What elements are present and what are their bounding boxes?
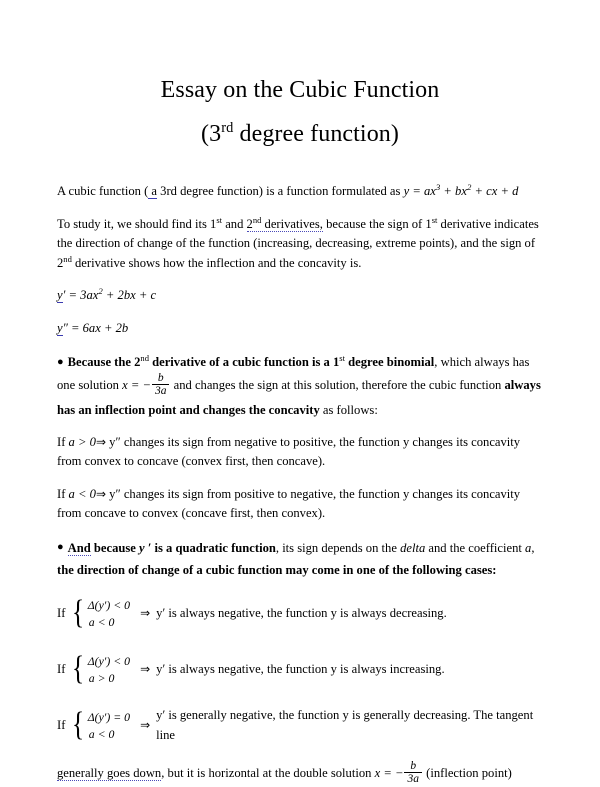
sc1-brace-icon: { (72, 593, 85, 631)
title-line-2-suffix: degree function) (233, 121, 399, 147)
b1-regular-3: as follows: (319, 402, 378, 417)
p2-text-1: To study it, we should find its 1 (57, 216, 217, 231)
title-line-2-prefix: (3 (200, 121, 222, 147)
closing-text-2: (inflection point) (422, 765, 512, 780)
p2-text-3: because the sign of 1 (322, 216, 432, 231)
b1-regular-2: and changes the sign at this solution, therefore the cubic function (170, 377, 505, 392)
first-derivative-rhs-pre: = 3ax (65, 288, 99, 302)
sc3-condition-1: Δ(y′) = 0 (87, 709, 131, 724)
b2-regular-3: , (531, 540, 535, 555)
b1-bold-3: degree binomial (344, 355, 435, 369)
first-derivative-prime: ′ (62, 288, 66, 302)
closing-text-1: , but it is horizontal at the double solution (161, 765, 375, 780)
b2-bold-2: is a quadratic function (151, 540, 276, 555)
b1-bold-4: always has an inflection point and changes the concavity (57, 377, 541, 417)
formula-tail: + cx + d (471, 184, 519, 198)
sc3-if: If (57, 718, 66, 733)
sc2-condition-2: a > 0 (88, 670, 115, 685)
cc1-implies-arrow: ⇒ (95, 434, 106, 449)
sc2-brace-icon: { (72, 649, 85, 687)
cubic-formula (403, 181, 519, 198)
paragraph-derivatives-intro (57, 215, 543, 274)
cc2-if: If (57, 486, 69, 501)
b1-ordinal-1st: st (339, 352, 345, 363)
p2-ordinal-1st-b: st (431, 214, 438, 225)
bullet-dot-icon-2: ● (57, 541, 64, 554)
p2-text-2: and (222, 216, 247, 231)
sc1-text: y′ is always negative, the function y is always decreasing. (156, 606, 447, 621)
formula-y-eq: y = (403, 184, 424, 198)
closing-fraction-numerator: b (410, 759, 417, 772)
formula-ax: ax (423, 184, 436, 198)
sc2-conditions (88, 653, 130, 687)
cc2-text: y″ changes its sign from positive to negative, the function y changes its concavity from concave to convex (concave first, then convex). (57, 486, 521, 521)
formula-exponent-3: 3 (435, 181, 441, 192)
p2-flag-tail: derivatives, (261, 216, 323, 231)
formula-exponent-2: 2 (466, 181, 472, 192)
equation-second-derivative (57, 319, 543, 339)
sc2-implies-arrow: ⇒ (140, 662, 151, 677)
sc3-brace-icon: { (72, 705, 85, 743)
p1-text-1: A cubic function ( (57, 184, 149, 198)
formula-plus-bx: + bx (440, 184, 467, 198)
sc1-condition-1: Δ(y′) < 0 (87, 597, 131, 612)
cc1-text: y″ changes its sign from negative to positive, the function y changes its concavity from convex to concave (convex first, then concave). (57, 434, 521, 469)
paragraph-definition (57, 182, 543, 202)
b2-italic-delta: delta (400, 540, 426, 555)
title-ordinal-sup: rd (221, 120, 234, 136)
b2-regular-1: , its sign depends on the (275, 540, 401, 555)
closing-grammar-flag: generally goes down (57, 765, 162, 780)
equation-first-derivative (57, 286, 543, 306)
document-title (0, 0, 600, 156)
sc2-if: If (57, 662, 66, 677)
second-derivative-variable: y (57, 320, 63, 335)
fraction-b-over-3a (152, 372, 170, 398)
b2-bold-1: because (90, 540, 140, 555)
second-derivative-rhs: = 6ax + 2b (67, 320, 129, 335)
second-derivative-prime: ″ (62, 320, 68, 335)
cc2-condition: a < 0 (68, 486, 96, 501)
closing-fraction-denominator: 3a (404, 772, 422, 785)
b2-grammar-flag: And (67, 540, 91, 555)
b2-regular-2: and the coefficient (425, 540, 526, 555)
first-derivative-variable: y (57, 288, 63, 302)
b2-bold-3: the direction of change of a cubic function may come in one of the following cases: (57, 562, 497, 577)
cc1-if: If (57, 434, 69, 449)
bullet-direction-of-change (57, 537, 543, 581)
sc3-condition-2: a < 0 (88, 726, 115, 741)
p2-ordinal-2nd: nd (63, 253, 72, 264)
p2-flag-ordinal: nd (252, 214, 262, 225)
p1-spellcheck-flag: a (148, 184, 158, 198)
fraction-numerator: b (157, 372, 164, 384)
p2-text-4: derivative indicates the direction of change of the function (increasing, decreasing, extreme points), and the sign of 2 (57, 216, 539, 270)
concavity-case-a-negative (57, 485, 543, 524)
b1-bold-1: Because the 2 (67, 355, 141, 369)
sc2-text: y′ is always negative, the function y is always increasing. (156, 662, 445, 677)
closing-solution-x: x = − (374, 765, 404, 780)
p2-grammar-flag (246, 214, 323, 232)
sc2-condition-1: Δ(y′) < 0 (87, 653, 131, 668)
sc1-if: If (57, 606, 66, 621)
title-line-2 (0, 112, 600, 156)
closing-line (57, 761, 543, 787)
p1-text-2: 3rd degree function) is a function formulated as (157, 184, 404, 198)
first-derivative-exponent: 2 (98, 285, 103, 296)
b2-italic-a: a (525, 540, 532, 555)
document-body (0, 182, 600, 787)
title-line-1: Essay on the Cubic Function (160, 77, 440, 103)
b2-variable: y ′ (139, 540, 152, 555)
bullet-dot-icon: ● (57, 355, 64, 368)
sc1-condition-2: a < 0 (88, 614, 115, 629)
first-derivative-rhs-post: + 2bx + c (102, 288, 157, 302)
b1-solution-x: x = − (122, 377, 151, 392)
sc3-conditions (88, 709, 130, 743)
sign-case-3 (57, 705, 543, 747)
b1-ordinal-2nd: nd (140, 352, 149, 363)
p2-text-5: derivative shows how the inflection and the concavity is. (71, 255, 362, 270)
sc1-implies-arrow: ⇒ (140, 606, 151, 621)
sc3-implies-arrow: ⇒ (140, 718, 151, 733)
cc2-implies-arrow: ⇒ (95, 486, 106, 501)
p2-ordinal-1st-a: st (216, 214, 223, 225)
b1-regular-1: , which always has one solution (57, 355, 530, 392)
cc1-condition: a > 0 (68, 434, 96, 449)
sign-case-1 (57, 593, 543, 635)
sc3-text: y′ is generally negative, the function y is generally decreasing. The tangent line (156, 708, 534, 742)
sign-case-2 (57, 649, 543, 691)
fraction-denominator: 3a (152, 384, 170, 397)
b1-bold-2: derivative of a cubic function is a 1 (148, 355, 340, 369)
bullet-inflection-point (57, 351, 543, 421)
sc1-conditions (88, 597, 130, 631)
concavity-case-a-positive (57, 433, 543, 472)
p2-flag-prefix: 2 (246, 216, 253, 231)
closing-fraction-b-over-3a (404, 760, 422, 786)
